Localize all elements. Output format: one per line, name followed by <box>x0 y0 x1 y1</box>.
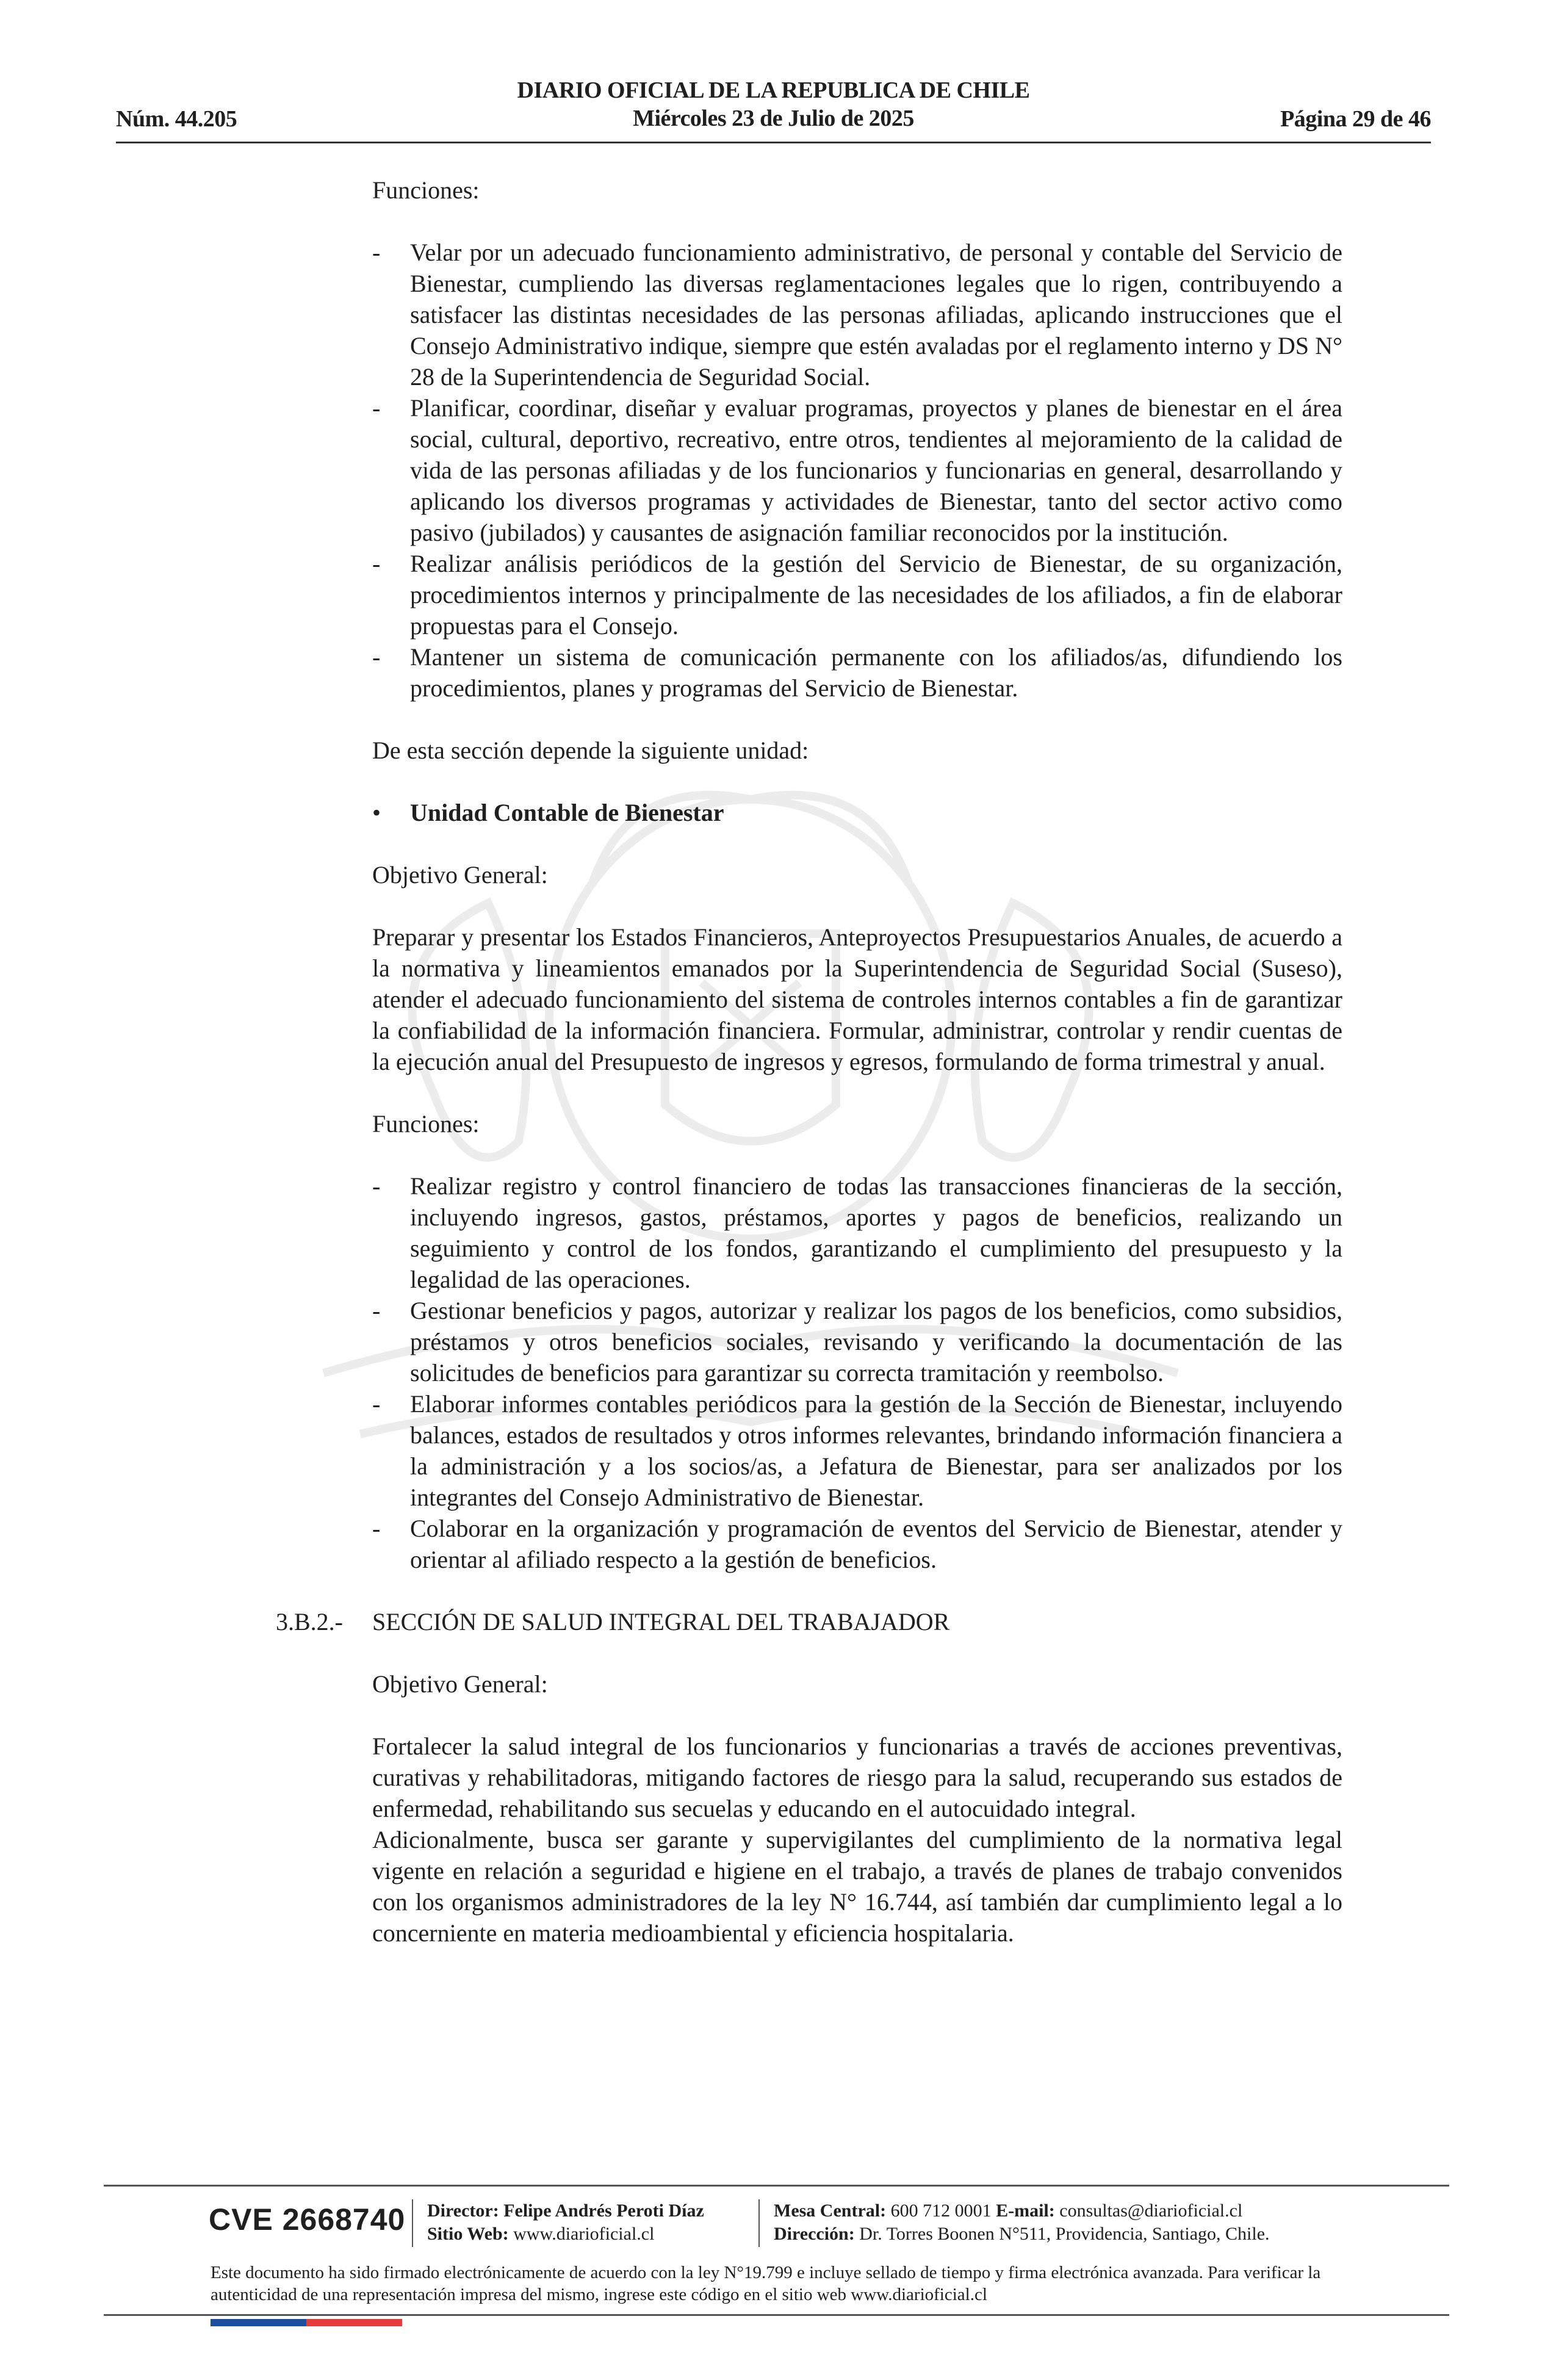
footer-separator <box>758 2199 760 2247</box>
function-item: - Gestionar beneficios y pagos, autorizar y realizar los pagos de los beneficios, como subsidios, préstamos y otros beneficios sociales, revisando y verificando la documentación de las solicitudes de beneficios para garantizar su correcta tramitación y reembolso. <box>372 1295 1342 1388</box>
section-title: SECCIÓN DE SALUD INTEGRAL DEL TRABAJADOR <box>372 1608 950 1635</box>
footer-contact-block <box>774 2199 1270 2246</box>
phone-number: 600 712 0001 <box>890 2201 992 2221</box>
function-item: - Realizar análisis periódicos de la gestión del Servicio de Bienestar, de su organización, procedimientos internos y principalmente de las necesidades de los afiliados, a fin de elaborar propuestas para el Consejo. <box>372 548 1342 641</box>
header-divider <box>116 142 1431 143</box>
unit-heading <box>372 797 1342 828</box>
website-link[interactable]: www.diarioficial.cl <box>513 2224 655 2244</box>
footer-separator <box>412 2199 413 2247</box>
function-item: - Elaborar informes contables periódicos para la gestión de la Sección de Bienestar, incluyendo balances, estados de resultados y otros informes relevantes, brindando información financiera a la administración y a los socios/as, a Jefatura de Bienestar, para ser analizados por los integrantes del Consejo Administrativo de Bienestar. <box>372 1388 1342 1513</box>
director-label: Director: <box>427 2201 499 2221</box>
footer-divider <box>104 2185 1449 2187</box>
email-link[interactable]: consultas@diarioficial.cl <box>1059 2201 1243 2221</box>
objective-paragraph: Preparar y presentar los Estados Financieros, Anteproyectos Presupuestarios Anuales, de acuerdo a la normativa y lineamientos emanados por la Superintendencia de Seguridad Social (Suseso), atender el adecuado funcionamiento del sistema de controles internos contables a fin de garantizar la confiabilidad de la información financiera. Formular, administrar, controlar y rendir cuentas de la ejecución anual del Presupuesto de ingresos y egresos, formulando de forma trimestral y anual. <box>372 923 1342 1075</box>
funciones-heading: Funciones: <box>372 176 480 204</box>
bullet-mark: • <box>372 799 381 826</box>
section-number: 3.B.2.- <box>276 1608 343 1635</box>
masthead-date: Miércoles 23 de Julio de 2025 <box>633 106 914 131</box>
email-label: E-mail: <box>996 2201 1055 2221</box>
document-body <box>276 175 1342 1949</box>
page-number: Página 29 de 46 <box>1280 106 1431 132</box>
dependency-note: De esta sección depende la siguiente unidad: <box>372 737 809 764</box>
objective-heading: Objetivo General: <box>372 861 548 889</box>
legal-notice: Este documento ha sido firmado electrónicamente de acuerdo con la ley N°19.799 e incluye sellado de tiempo y firma electrónica avanzada. Para verificar la autenticidad de una representación impresa del mismo, ingrese este código en el sitio web www.diarioficial.cl <box>211 2263 1321 2304</box>
function-item: - Realizar registro y control financiero de todas las transacciones financieras de la sección, incluyendo ingresos, gastos, préstamos, aportes y pagos de beneficios, realizando un seguimiento y control de los fondos, garantizando el cumplimiento del presupuesto y la legalidad de las operaciones. <box>372 1170 1342 1295</box>
function-item: - Velar por un adecuado funcionamiento administrativo, de personal y contable del Servicio de Bienestar, cumpliendo las diversas reglamentaciones legales que lo rigen, contribuyendo a satisfacer las distintas necesidades de las personas afiliadas, aplicando instrucciones que el Consejo Administrativo indique, siempre que estén avaladas por el reglamento interno y DS N° 28 de la Superintendencia de Seguridad Social. <box>372 237 1342 392</box>
objective-paragraph: Adicionalmente, busca ser garante y supervigilantes del cumplimiento de la normativa legal vigente en relación a seguridad e higiene en el trabajo, a través de planes de trabajo convenidos con los organismos administradores de la ley N° 16.744, así también dar cumplimiento legal a lo concerniente en materia medioambiental y eficiencia hospitalaria. <box>372 1826 1342 1947</box>
section-heading <box>276 1606 1342 1637</box>
footer-divider <box>104 2314 1449 2316</box>
function-item: - Planificar, coordinar, diseñar y evaluar programas, proyectos y planes de bienestar en el área social, cultural, deportivo, recreativo, entre otros, tendientes al mejoramiento de la calidad de vida de las personas afiliadas y de los funcionarios y funcionarias en general, desarrollando y aplicando los diversos programas y actividades de Bienestar, tanto del sector activo como pasivo (jubilados) y causantes de asignación familiar reconocidos por la institución. <box>372 392 1342 548</box>
function-item: - Mantener un sistema de comunicación permanente con los afiliados/as, difundiendo los procedimientos, planes y programas del Servicio de Bienestar. <box>372 641 1342 704</box>
issue-number: Núm. 44.205 <box>116 106 237 132</box>
address-label: Dirección: <box>774 2224 855 2244</box>
objective-heading: Objetivo General: <box>372 1670 548 1698</box>
objective-paragraph: Fortalecer la salud integral de los funcionarios y funcionarias a través de acciones preventivas, curativas y rehabilitadoras, mitigando factores de riesgo para la salud, recuperando sus estados de enfermedad, rehabilitando sus secuelas y educando en el autocuidado integral. <box>372 1733 1342 1822</box>
newspaper-masthead <box>116 76 1431 132</box>
footer-director-block <box>427 2199 704 2246</box>
address-text: Dr. Torres Boonen N°511, Providencia, Santiago, Chile. <box>859 2224 1270 2244</box>
function-item: - Colaborar en la organización y programación de eventos del Servicio de Bienestar, atender y orientar al afiliado respecto a la gestión de beneficios. <box>372 1513 1342 1575</box>
funciones-heading: Funciones: <box>372 1110 480 1138</box>
masthead-title: DIARIO OFICIAL DE LA REPUBLICA DE CHILE <box>517 78 1030 103</box>
cve-code: CVE 2668740 <box>209 2202 406 2237</box>
phone-label: Mesa Central: <box>774 2201 887 2221</box>
flag-stripe-red <box>306 2319 402 2326</box>
page-footer <box>104 2196 1449 2257</box>
website-label: Sitio Web: <box>427 2224 509 2244</box>
page-header <box>116 76 1431 143</box>
unit-title: Unidad Contable de Bienestar <box>410 799 724 826</box>
flag-stripe-blue <box>211 2319 306 2326</box>
director-name: Felipe Andrés Peroti Díaz <box>503 2201 704 2221</box>
